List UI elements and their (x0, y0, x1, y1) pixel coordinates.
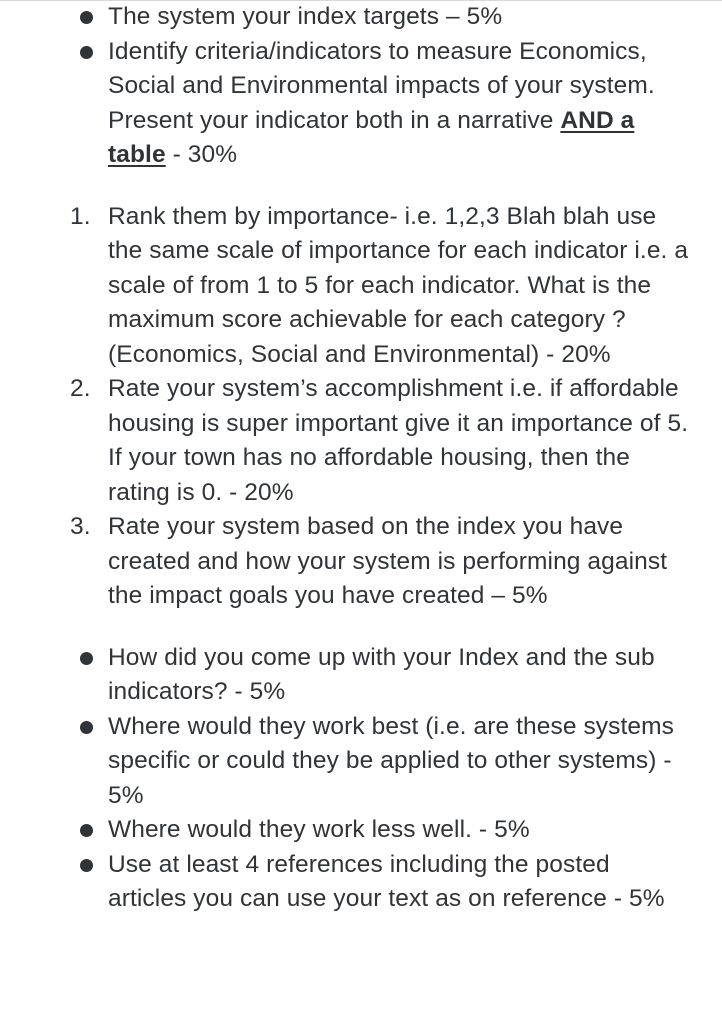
bullet-icon (80, 652, 93, 665)
list-item-text: Rank them by importance- i.e. 1,2,3 Blah blah use the same scale of importance for each indicator i.e. a scale of from 1 to 5 for each indicator. What is the maximum score achievable for each category ? (Economics, Social and Environmental) - 20% (108, 202, 689, 368)
bullet-icon (80, 824, 93, 837)
list-item (0, 0, 694, 35)
list-item (0, 848, 694, 917)
list-item-text-suffix: - 30% (165, 141, 238, 168)
bullet-icon (80, 46, 93, 59)
list-number: 2. (70, 375, 91, 402)
bullet-list-reflection (0, 641, 722, 917)
list-number: 1. (70, 202, 91, 230)
list-item (0, 813, 694, 848)
numbered-item-1 (0, 200, 694, 373)
list-number: 3. (70, 513, 91, 540)
list-item (0, 710, 694, 814)
list-item-text: Identify criteria/indicators to measure Economics, Social and Environmental impacts of your system. Present your indicator both in a narrative (108, 37, 655, 134)
list-item-text: How did you come up with your Index and the sub indicators? - 5% (108, 643, 655, 705)
list-item (0, 641, 694, 710)
list-item-text: Where would they work less well. - 5% (108, 816, 530, 843)
list-item (0, 35, 694, 173)
list-item-text: Rate your system based on the index you have created and how your system is performing against the impact goals you have created – 5% (108, 513, 668, 609)
paragraph-gap (0, 173, 722, 200)
bullet-icon (80, 859, 93, 872)
list-item-text: Rate your system’s accomplishment i.e. if affordable housing is super important give it an importance of 5. If your town has no affordable housing, then the rating is 0. - 20% (108, 375, 689, 506)
list-item-text: Where would they work best (i.e. are these systems specific or could they be applied to other systems) - 5% (108, 712, 674, 809)
numbered-item-2 (0, 372, 694, 510)
bullet-list-requirements (0, 0, 722, 173)
paragraph-gap (0, 614, 722, 641)
bullet-icon (80, 11, 93, 24)
bullet-icon (80, 721, 93, 734)
and-a-table-link[interactable]: AND a table (108, 106, 635, 168)
numbered-list-scoring (0, 200, 722, 614)
numbered-item-3 (0, 510, 694, 614)
list-item-text: Use at least 4 references including the posted articles you can use your text as on reference - 5% (108, 850, 665, 912)
list-item-text: The system your index targets – 5% (108, 3, 503, 30)
